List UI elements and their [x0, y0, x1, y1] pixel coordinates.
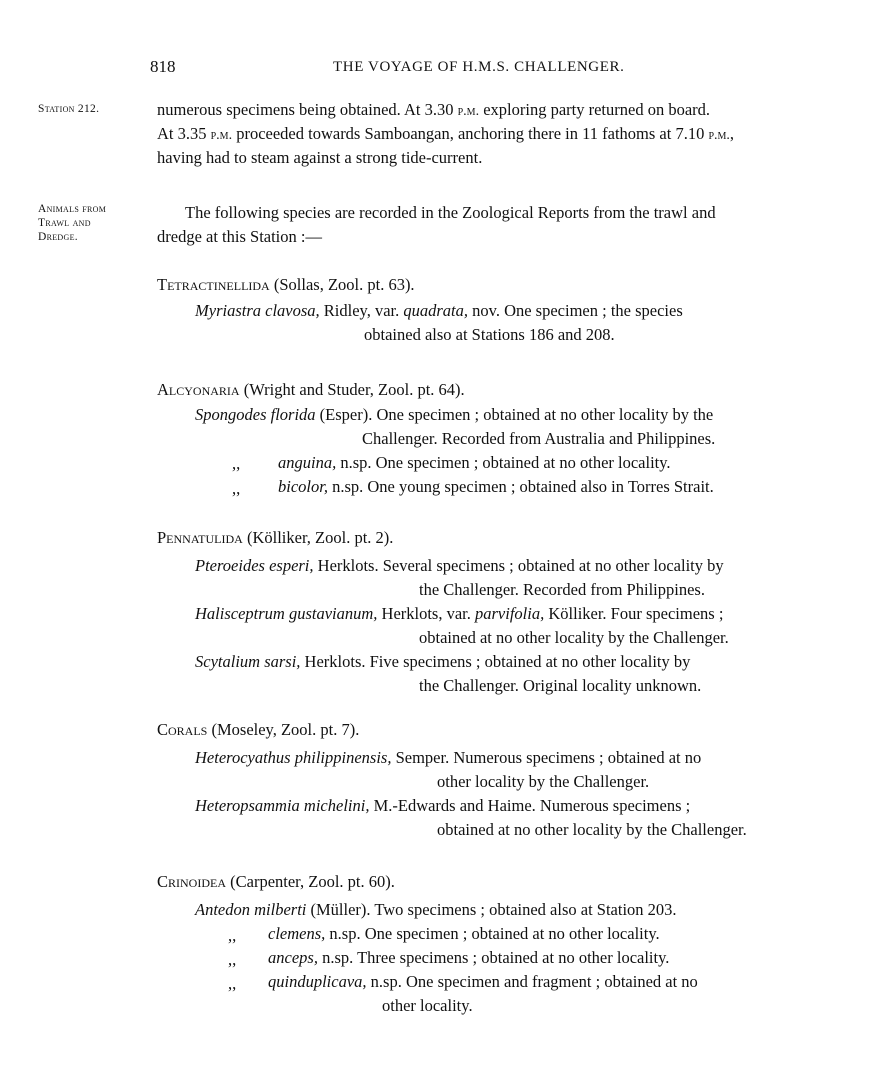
species-entry: Scytalium sarsi, Herklots. Five specimens ; obtained at no other locality by — [195, 652, 691, 671]
species-entry-cont: obtained at no other locality by the Challenger. — [437, 820, 747, 839]
group-heading-pennatulida: Pennatulida (Kölliker, Zool. pt. 2). — [157, 528, 394, 547]
species-entry: bicolor, n.sp. One young specimen ; obtained also in Torres Strait. — [278, 477, 714, 496]
margin-animals-2: Trawl and — [38, 217, 91, 229]
margin-station: Station 212. — [38, 103, 100, 115]
species-entry: clemens, n.sp. One specimen ; obtained at no other locality. — [268, 924, 660, 943]
species-entry: Heteropsammia michelini, M.-Edwards and Haime. Numerous specimens ; — [195, 796, 691, 815]
group-heading-alcyonaria: Alcyonaria (Wright and Studer, Zool. pt. 64). — [157, 380, 465, 399]
species-entry-cont: Challenger. Recorded from Australia and Philippines. — [362, 429, 716, 448]
species-entry: anguina, n.sp. One specimen ; obtained at no other locality. — [278, 453, 671, 472]
species-entry-cont: other locality by the Challenger. — [437, 772, 650, 791]
intro-line-3: having had to steam against a strong tide-current. — [157, 148, 483, 167]
species-entry: Heterocyathus philippinensis, Semper. Numerous specimens ; obtained at no — [195, 748, 702, 767]
species-entry-cont: the Challenger. Recorded from Philippines. — [419, 580, 705, 599]
ditto-mark: ,, — [228, 950, 237, 969]
species-entry-cont: obtained also at Stations 186 and 208. — [364, 325, 615, 344]
ditto-mark: ,, — [228, 974, 237, 993]
group-heading-corals: Corals (Moseley, Zool. pt. 7). — [157, 720, 360, 739]
species-entry: Halisceptrum gustavianum, Herklots, var. parvifolia, Kölliker. Four specimens ; — [195, 604, 724, 623]
species-intro-line-2: dredge at this Station :— — [157, 227, 322, 246]
species-entry: Spongodes florida (Esper). One specimen ; obtained at no other locality by the — [195, 405, 714, 424]
page-number: 818 — [150, 57, 176, 76]
ditto-mark: ,, — [232, 454, 241, 473]
species-entry-cont: the Challenger. Original locality unknown. — [419, 676, 702, 695]
species-intro-line-1: The following species are recorded in the Zoological Reports from the trawl and — [185, 203, 716, 222]
ditto-mark: ,, — [232, 479, 241, 498]
species-entry: anceps, n.sp. Three specimens ; obtained at no other locality. — [268, 948, 670, 967]
species-entry-cont: obtained at no other locality by the Challenger. — [419, 628, 729, 647]
running-title: THE VOYAGE OF H.M.S. CHALLENGER. — [333, 59, 625, 75]
species-entry: Antedon milberti (Müller). Two specimens ; obtained also at Station 203. — [195, 900, 677, 919]
species-entry: Myriastra clavosa, Ridley, var. quadrata, nov. One specimen ; the species — [195, 301, 683, 320]
margin-animals-3: Dredge. — [38, 231, 78, 243]
group-heading-crinoidea: Crinoidea (Carpenter, Zool. pt. 60). — [157, 872, 395, 891]
intro-line-2: At 3.35 p.m. proceeded towards Samboangan, anchoring there in 11 fathoms at 7.10 p.m., — [157, 124, 735, 143]
ditto-mark: ,, — [228, 926, 237, 945]
intro-line-1: numerous specimens being obtained. At 3.30 p.m. exploring party returned on board. — [157, 100, 711, 119]
group-heading-tetractinellida: Tetractinellida (Sollas, Zool. pt. 63). — [157, 275, 415, 294]
margin-animals-1: Animals from — [38, 203, 107, 215]
species-entry-cont: other locality. — [382, 996, 473, 1015]
species-entry: quinduplicava, n.sp. One specimen and fragment ; obtained at no — [268, 972, 698, 991]
species-entry: Pteroeides esperi, Herklots. Several specimens ; obtained at no other locality by — [195, 556, 724, 575]
